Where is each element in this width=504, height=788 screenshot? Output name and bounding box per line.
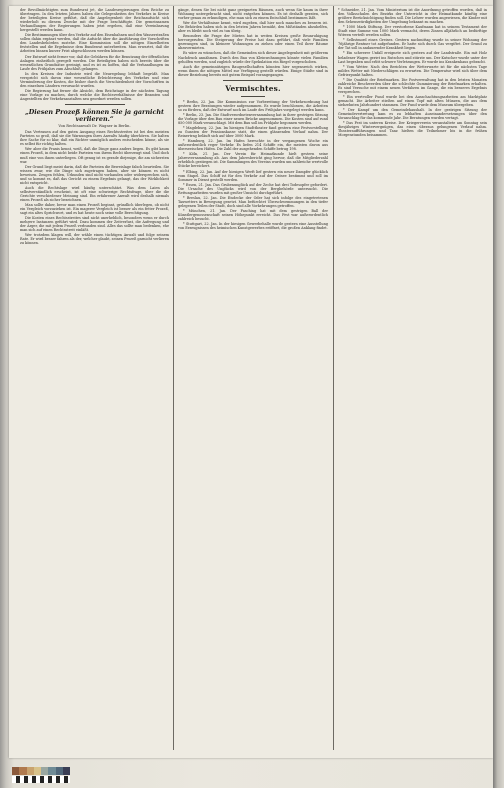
color-patch: [12, 767, 19, 775]
news-item: * Der Kampf um den Gemeindehaushalt. In der gestrigen Sitzung der Gemeindevertretung kam es zu lebhaften Auseinandersetzungen über den Voranschlag für das kommende Jahr. Die Beratungen wurden vertagt.: [338, 108, 487, 121]
color-patch: [63, 767, 70, 775]
news-item: * Selbstmord eines Greises. Gestern nachmittag wurde in seiner Wohnung der 76jährige Rentner tot aufgefunden. Er hatte sich durch Gas vergiftet. Der Grund zu der Tat soll in andauernder Krankheit liegen.: [338, 38, 487, 51]
color-patch: [41, 767, 48, 775]
color-patch: [56, 767, 63, 775]
news-item: * Breslau, 22. Jan. Die Eisdecke der Oder hat sich infolge des eingetretenen Tauwetters in Bewegung gesetzt. Man befürchtet Überschwemmungen in den tiefer gelegenen Teilen der Stadt, doch sind alle Vorkehrungen getroffen.: [178, 195, 328, 208]
news-item: * 1000 Mark Stiftung. Der verstorbene Kaufmann hat in seinem Testament der Stadt eine Summe von 1000 Mark vermacht, deren Zinsen alljährlich an bedürftige Witwen verteilt werden sollen.: [338, 25, 487, 38]
color-patch: [27, 767, 34, 775]
article-paragraph: der Bevollmächtigten zum Bundesrat jet, die Landesregierungen dem Reiche zu übertragen. In den letzten Jahren haben die Gelegenheiten des Verkehrs in Kreise der beteiligten Kreise geführt, daß die Angelegenheit der Reichsaufsicht sich wiederholt zu diesem Zwecke mit der Frage beschäftigte. Die gemeinsamen Verhandlungen der Regierungen haben jetzt ergeben, daß eine Vereinbarung hergestellt werden kann.: [20, 8, 169, 33]
news-item: * Berlin, 23. Jan. Die Stadtverordnetenversammlung hat in ihrer gestrigen Sitzung die Vorlage über den Bau einer neuen Brücke angenommen. Die Kosten sind auf rund 850 000 Mark veranschlagt. Mit dem Bau soll im Frühjahr begonnen werden.: [178, 112, 328, 125]
article-paragraph: Die Bestimmungen über den Verkehr auf den Eisenbahnen und den Wasserstraßen sollen dahin ergänzt werden, daß die Aufsicht über die Ausführung der Vorschriften den Landesbehörden zustehe. Eine Kommission soll die nötigen Einzelheiten feststellen und die Ergebnisse dem Bundesrat unterbreiten. Man erwartet, daß die Arbeiten binnen kurzer Frist abgeschlossen werden können.: [20, 33, 169, 54]
color-patch: [48, 767, 55, 775]
article-paragraph: Die Regierung hat ferner die Absicht, dem Reichstage in der nächsten Tagung eine Vorlage zu machen, durch welche die Rechtsverhältnisse der Beamten und Angestellten der Verkehrsanstalten neu geordnet werden sollen.: [20, 88, 169, 101]
article-title: „Diesen Prozeß können Sie ja garnicht verlieren.“: [25, 108, 164, 124]
column-right: [338, 8, 487, 138]
article-paragraph: Man sollte daher, bevor man einen Prozeß beginnt, gründlich überlegen, ob nicht ein Vergleich vorzuziehen ist. Ein magerer Vergleich ist besser als ein fetter Prozeß, sagt ein altes Sprichwort, und es hat heute noch seine volle Berechtigung.: [20, 203, 169, 216]
column-left: [20, 8, 169, 247]
news-item: * Magdeburg, 22. Jan. Im hiesigen Stadttheater fand gestern eine Festvorstellung zu Gunsten der Pensionskasse statt, die einen glänzenden Verlauf nahm. Der Reinertrag beläuft sich auf über 3000 Mark.: [178, 126, 328, 139]
scale-bar: [12, 776, 70, 783]
news-item: * Hamburg, 22. Jan. Im Hafen herrschte in der vergangenen Woche ein außerordentlich reger Verkehr. Es liefen 214 Schiffe ein, die meisten davon aus überseeischen Häfen. Die Zahl der ausgehenden Schiffe betrug 198.: [178, 139, 328, 152]
article-paragraph: Wer trotzdem klagen will, der wähle einen tüchtigen Anwalt und folge seinem Rate. Er wird besser fahren als der, welcher glaubt, seinen Prozeß garnicht verlieren zu können.: [20, 233, 169, 246]
color-patch: [19, 767, 26, 775]
news-item: * Stuttgart, 22. Jan. In der hiesigen Gewerbehalle wurde gestern eine Ausstellung von Erzeugnissen des heimischen Kunstgewerbes eröffnet, die großen Anklang findet.: [178, 222, 328, 231]
article-paragraph: Besonders die Frage der Mieten hat in weiten Kreisen große Beunruhigung hervorgerufen. Die Steigerung der Preise hat dazu geführt, daß viele Familien gezwungen sind, in kleinere Wohnungen zu ziehen oder einen Teil ihrer Räume abzuvermieten.: [178, 34, 328, 51]
news-item: * München, 21. Jan. Der Fasching hat mit dem gestrigen Ball der Künstlergenossenschaft seinen Höhepunkt erreicht. Das Fest war außerordentlich zahlreich besucht.: [178, 208, 328, 222]
column-rule: [173, 6, 174, 750]
news-item: * Schneider, 21. Jan. Vom Ministerium ist die Anordnung getroffen worden, daß in den Volksschulen des Bezirks der Unterricht in der Heimatkunde künftig eine größere Berücksichtigung finden soll. Die Lehrer wurden angewiesen, die Kinder mit den Sehenswürdigkeiten der Umgebung bekannt zu machen.: [338, 8, 487, 25]
news-item: * Essen, 21. Jan. Das Grubenunglück auf der Zeche hat drei Todesopfer gefordert. Die Ursache des Unglücks wird von der Bergbehörde untersucht. Die Rettungsarbeiten wurden mit großer Umsicht durchgeführt.: [178, 182, 328, 195]
article-paragraph: Die Kosten eines Rechtsstreites sind nicht unerheblich, besonders wenn er durch mehrere Instanzen geführt wird. Dazu kommen der Zeitverlust, die Aufregung und der Ärger, die mit jedem Prozeß verbunden sind. Alles das sollte man bedenken, ehe man sich auf einen Rechtsstreit einläßt.: [20, 216, 169, 233]
news-item: * Ein wertvoller Fund wurde bei den Ausschachtungsarbeiten am Marktplatz gemacht. Die Arbeiter stießen auf einen Topf mit alten Münzen, die aus dem siebzehnten Jahrhundert stammen. Der Fund wurde dem Museum übergeben.: [338, 94, 487, 108]
article-byline: Von Rechtsanwalt Dr. Wagner in Berlin.: [58, 124, 131, 129]
article-paragraph: Der Entwurf sieht ferner vor, daß die Gebühren für die Benutzung der öffentlichen Anlagen einheitlich geregelt werden. Die Beteiligten haben sich bereits über die wesentlichen Grundsätze geeinigt, und es ist zu hoffen, daß die Verhandlungen im Laufe des Frühjahrs zum Abschluß gelangen.: [20, 54, 169, 71]
column-middle: [178, 8, 328, 231]
news-item: * Köln, 21. Jan. Der Verein für Heimatkunde hielt gestern seine Jahresversammlung ab. Aus dem Jahresbericht ging hervor, daß die Mitgliederzahl erheblich gestiegen ist. Die Sammlungen des Vereins wurden um zahlreiche wertvolle Stücke bereichert.: [178, 152, 328, 169]
separator: [241, 96, 265, 97]
news-item: * Berlin, 22. Jan. Die Kommission zur Vorbereitung der Verkehrsordnung hat gestern ihre Beratungen wieder aufgenommen. Es wurde beschlossen, die Arbeiten so zu fördern, daß der Entwurf noch im Laufe des Frühjahrs vorgelegt werden kann.: [178, 99, 328, 112]
article-paragraph: gänge, denen Sie bei nicht ganz geeigneten Räumen, auch wenn Sie kaum in ihrer Wohnung untergebracht sind, nicht entgehen können. Es ist deshalb geraten, sich vorher genau zu erkundigen, ehe man sich zu einem Entschluß bestimmen läßt.: [178, 8, 328, 21]
article-paragraph: Wer aber die Praxis kennt, weiß, daß die Dinge ganz anders liegen. Es gibt kaum einen Prozeß, in dem nicht beide Parteien von ihrem Recht überzeugt sind. Und doch muß eine von ihnen unterliegen. Oft genug ist es gerade diejenige, die am sichersten war.: [20, 147, 169, 164]
column-rule: [333, 6, 334, 750]
article-paragraph: In den Kreisen der Industrie wird die Neuregelung lebhaft begrüßt. Man verspricht sich davon eine wesentliche Erleichterung des Verkehrs und eine Verminderung der Kosten, die bisher durch die Verschiedenheit der Vorschriften in den einzelnen Ländern verursacht wurden.: [20, 71, 169, 88]
article-paragraph: Es wäre zu wünschen, daß die Gemeinden sich dieser Angelegenheit mit größerem Nachdruck annähmen. Durch den Bau von Kleinwohnungen könnte vielen Familien geholfen werden, und zugleich würde der Spekulation ein Riegel vorgeschoben.: [178, 51, 328, 64]
news-item: * Das Fest im unteren Kreise. Der Kriegerverein veranstaltete am Sonntag sein diesjähriges Wintervergnügen, das einen überaus gelungenen Verlauf nahm. Theateraufführungen und Tanz hielten die Teilnehmer bis in die frühen Morgenstunden beisammen.: [338, 121, 487, 138]
news-item: * Ein schwerer Unfall ereignete sich gestern auf der Landstraße. Ein mit Holz beladener Wagen geriet ins Rutschen und stürzte um. Der Kutscher wurde unter der Last begraben und erlitt schwere Verletzungen. Er wurde ins Krankenhaus gebracht.: [338, 51, 487, 64]
color-patch: [34, 767, 41, 775]
article-paragraph: Auch die gemeinnützigen Baugesellschaften könnten hier segensreich wirken, wenn ihnen die nötigen Mittel zur Verfügung gestellt würden. Einige Städte sind in dieser Beziehung bereits mit gutem Beispiel vorangegangen.: [178, 64, 328, 77]
news-item: * Vom Wetter. Nach den Berichten der Wetterwarte ist für die nächsten Tage mildes Wetter mit Niederschlägen zu erwarten. Die Temperatur wird sich über dem Gefrierpunkt halten.: [338, 64, 487, 77]
separator: [223, 80, 283, 81]
section-heading: Vermischtes.: [225, 83, 281, 93]
article-paragraph: Wer die Verhältnisse kennt, wird zugeben, daß hier noch manches zu bessern ist. Die Behörden haben sich in den letzten Jahren bemüht, den Mißständen abzuhelfen, aber es bleibt noch viel zu tun übrig.: [178, 21, 328, 34]
article-paragraph: Der Grund liegt meist darin, daß die Parteien die Beweislage falsch beurteilen. Sie wissen zwar, wie die Dinge sich zugetragen haben, aber sie können es nicht beweisen. Zeugen fehlen, Urkunden sind nicht vorhanden oder widersprechen sich, und so kommt es, daß das Gericht zu einem Ergebnis gelangt, das der Wirklichkeit nicht entspricht.: [20, 164, 169, 185]
news-item: * Die Qualität der Briefmarken. Die Postverwaltung hat in den letzten Monaten zahlreiche Beschwerden über die schlechte Gummierung der Briefmarken erhalten. Es sind Versuche mit einem neuen Verfahren im Gange, die ein besseres Ergebnis versprechen.: [338, 77, 487, 94]
page-edge: [493, 0, 504, 788]
separator: [65, 104, 125, 105]
color-calibration-bar: [12, 767, 70, 775]
news-item: * Elbing, 22. Jan. Auf der hiesigen Werft lief gestern ein neuer Dampfer glücklich vom Stapel. Das Schiff ist für den Verkehr auf der Ostsee bestimmt und soll im Sommer in Dienst gestellt werden.: [178, 169, 328, 182]
article-paragraph: Auch die Rechtslage wird häufig unterschätzt. Was dem Laien als selbstverständlich erscheint, ist oft eine schwierige Rechtsfrage, über die die Gerichte verschiedener Meinung sind. Ein erfahrener Anwalt wird deshalb niemals einen Prozeß als sicher bezeichnen.: [20, 185, 169, 202]
article-paragraph: Das Vertrauen auf den guten Ausgang eines Rechtsstreites ist bei den meisten Parteien so groß, daß sie die Warnungen ihres Anwalts häufig überhören. Sie halten ihre Sache für so klar, daß ein Richter unmöglich anders entscheiden könne, als sie es selbst für richtig halten.: [20, 130, 169, 147]
